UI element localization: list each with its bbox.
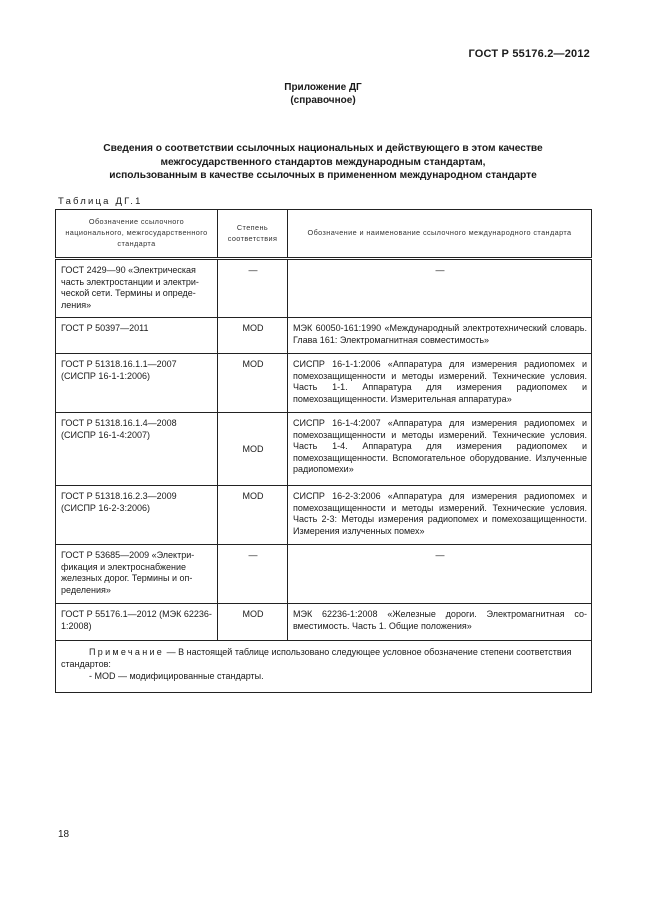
annex-subtitle: (справочное) — [290, 95, 356, 106]
heading-line-2: межгосударственного стандартов международным стандартам, — [160, 156, 486, 168]
table-row — [56, 318, 592, 354]
table-row — [56, 486, 592, 545]
note-label: Примечание — [89, 647, 165, 657]
note-item: - MOD — модифицированные стандарты. — [89, 671, 264, 681]
table-row — [56, 354, 592, 413]
cell-degree: MOD — [218, 318, 288, 354]
header-standard: Обозначение ссылочного национального, межгосударственного стандарта — [56, 210, 218, 259]
note-body: — В настоящей таблице использовано следующее условное обозначение степени соответствия стандартов: — [61, 647, 572, 669]
cell-degree: MOD — [218, 486, 288, 545]
heading-line-1: Сведения о соответствии ссылочных национальных и действующего в этом качестве — [103, 143, 543, 154]
document-code: ГОСТ Р 55176.2—2012 — [468, 48, 590, 60]
cell-international: СИСПР 16-1-1:2006 «Аппаратура для измерения радиопомех и помехозащищенности и методы измерений. Технические условия. Часть 1-1. Аппаратура для измерения радиопомех и помехозащищенности. Измерительная аппаратура» — [288, 354, 592, 413]
standards-table — [55, 209, 592, 693]
cell-standard: ГОСТ Р 51318.16.2.3—2009 (СИСПР 16-2-3:2006) — [56, 486, 218, 545]
cell-international: МЭК 62236-1:2008 «Железные дороги. Электромагнитная совместимость. Часть 1. Общие положения» — [288, 604, 592, 641]
cell-international: МЭК 60050-161:1990 «Международный электротехнический словарь. Глава 161: Электромагнитная совместимость» — [288, 318, 592, 354]
cell-standard: ГОСТ Р 51318.16.1.1—2007 (СИСПР 16-1-1:2006) — [56, 354, 218, 413]
heading-line-3: использованным в качестве ссылочных в примененном международном стандарте — [109, 170, 537, 181]
cell-international: СИСПР 16-2-3:2006 «Аппаратура для измерения радиопомех и помехозащищенности и методы измерений. Технические условия. Часть 2-3: Методы измерения радиопомех и помехозащищенности. Измерения излученных помех» — [288, 486, 592, 545]
annex-title — [0, 81, 646, 107]
cell-degree: — — [218, 545, 288, 604]
cell-standard: ГОСТ 2429—90 «Электрическая часть электростанции и электрической сети. Термины и определения» — [56, 259, 218, 318]
table-row — [56, 413, 592, 486]
cell-standard: ГОСТ Р 53685—2009 «Электрификация и электроснабжение железных дорог. Термины и определения» — [56, 545, 218, 604]
cell-international: — — [288, 545, 592, 604]
header-international: Обозначение и наименование ссылочного международного стандарта — [288, 210, 592, 259]
cell-standard: ГОСТ Р 51318.16.1.4—2008 (СИСПР 16-1-4:2007) — [56, 413, 218, 486]
cell-degree: — — [218, 259, 288, 318]
annex-title-line: Приложение ДГ — [284, 82, 362, 93]
cell-standard: ГОСТ Р 55176.1—2012 (МЭК 62236-1:2008) — [56, 604, 218, 641]
table-label: Таблица ДГ.1 — [58, 196, 143, 207]
note-text — [61, 646, 587, 670]
table-note-row — [56, 641, 592, 693]
table-row — [56, 604, 592, 641]
table-row — [56, 545, 592, 604]
header-degree: Степень соответствия — [218, 210, 288, 259]
cell-international: СИСПР 16-1-4:2007 «Аппаратура для измерения радиопомех и помехозащищенности и методы измерений. Технические условия. Часть 1-4. Аппаратура для измерения радиопомех и помехозащищенности. Вспомогательное оборудование. Излученные радиопомехи» — [288, 413, 592, 486]
cell-degree: MOD — [218, 354, 288, 413]
cell-degree: MOD — [218, 413, 288, 486]
cell-standard: ГОСТ Р 50397—2011 — [56, 318, 218, 354]
table-row — [56, 259, 592, 318]
section-heading — [0, 142, 646, 183]
cell-degree: MOD — [218, 604, 288, 641]
page-number: 18 — [58, 829, 70, 840]
table-header-row — [56, 210, 592, 259]
table-note — [56, 641, 592, 693]
cell-international: — — [288, 259, 592, 318]
